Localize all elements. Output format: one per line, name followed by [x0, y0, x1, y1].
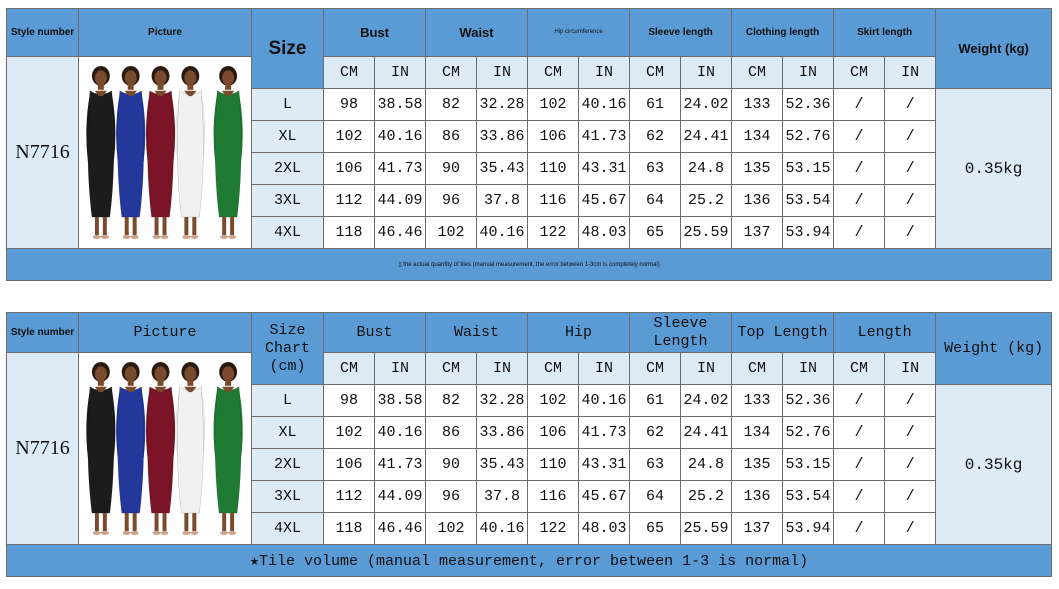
value-cell: 134 [732, 417, 783, 449]
value-cell: 98 [324, 385, 375, 417]
value-cell: 44.09 [375, 185, 426, 217]
value-cell: 37.8 [477, 481, 528, 513]
value-cell: / [834, 89, 885, 121]
unit-in: IN [477, 57, 528, 89]
value-cell: 40.16 [477, 513, 528, 545]
value-cell: 41.73 [375, 449, 426, 481]
value-cell: 41.73 [579, 417, 630, 449]
value-cell: 64 [630, 481, 681, 513]
value-cell: 53.94 [783, 217, 834, 249]
value-cell: 134 [732, 121, 783, 153]
value-cell: 96 [426, 481, 477, 513]
unit-cm: CM [426, 57, 477, 89]
weight-value: 0.35kg [936, 89, 1052, 249]
value-cell: 40.16 [375, 417, 426, 449]
value-cell: 106 [324, 153, 375, 185]
model-figure [116, 66, 145, 239]
model-figure [176, 362, 205, 535]
value-cell: 62 [630, 121, 681, 153]
weight-value: 0.35kg [936, 385, 1052, 545]
models-image [79, 354, 251, 543]
skirt-length-header: Skirt length [834, 9, 936, 57]
value-cell: 32.28 [477, 385, 528, 417]
value-cell: 46.46 [375, 217, 426, 249]
value-cell: / [834, 217, 885, 249]
value-cell: 65 [630, 513, 681, 545]
value-cell: 116 [528, 481, 579, 513]
value-cell: 133 [732, 385, 783, 417]
value-cell: / [834, 417, 885, 449]
value-cell: 24.8 [681, 153, 732, 185]
size-cell: L [252, 385, 324, 417]
value-cell: 63 [630, 153, 681, 185]
value-cell: 98 [324, 89, 375, 121]
value-cell: / [885, 513, 936, 545]
value-cell: 53.54 [783, 185, 834, 217]
value-cell: 65 [630, 217, 681, 249]
model-figure [116, 362, 145, 535]
value-cell: 24.02 [681, 89, 732, 121]
picture-header: Picture [79, 9, 252, 57]
model-figure [86, 362, 115, 535]
value-cell: 24.02 [681, 385, 732, 417]
value-cell: / [885, 385, 936, 417]
footnote: ★Tile volume (manual measurement, error between 1-3 is normal) [7, 545, 1052, 577]
model-figure [214, 66, 243, 239]
value-cell: 35.43 [477, 153, 528, 185]
value-cell: 48.03 [579, 513, 630, 545]
value-cell: 25.59 [681, 217, 732, 249]
value-cell: 137 [732, 513, 783, 545]
value-cell: / [834, 153, 885, 185]
clothing-length-header: Clothing length [732, 9, 834, 57]
size-chart-header: Size Chart (cm) [252, 313, 324, 385]
value-cell: 112 [324, 481, 375, 513]
value-cell: 52.76 [783, 417, 834, 449]
unit-cm: CM [528, 57, 579, 89]
unit-in: IN [681, 57, 732, 89]
model-figure [146, 66, 175, 239]
value-cell: 61 [630, 385, 681, 417]
value-cell: 46.46 [375, 513, 426, 545]
model-figure [146, 362, 175, 535]
hip-header: Hip circumference [528, 9, 630, 57]
value-cell: 82 [426, 89, 477, 121]
value-cell: 40.16 [477, 217, 528, 249]
model-figure [176, 66, 205, 239]
size-cell: 4XL [252, 513, 324, 545]
value-cell: 53.94 [783, 513, 834, 545]
picture-header: Picture [79, 313, 252, 353]
value-cell: 90 [426, 449, 477, 481]
value-cell: 41.73 [375, 153, 426, 185]
size-cell: 3XL [252, 481, 324, 513]
style-number-header: Style number [7, 313, 79, 353]
unit-in: IN [579, 353, 630, 385]
value-cell: 86 [426, 417, 477, 449]
value-cell: / [885, 153, 936, 185]
value-cell: 102 [426, 217, 477, 249]
product-photo [79, 353, 252, 545]
style-number-header: Style number [7, 9, 79, 57]
size-cell: 4XL [252, 217, 324, 249]
value-cell: 96 [426, 185, 477, 217]
size-cell: 2XL [252, 449, 324, 481]
waist-header: Waist [426, 9, 528, 57]
value-cell: 122 [528, 513, 579, 545]
style-number-value: N7716 [7, 57, 79, 249]
value-cell: 118 [324, 513, 375, 545]
unit-cm: CM [732, 57, 783, 89]
value-cell: / [885, 89, 936, 121]
unit-cm: CM [528, 353, 579, 385]
value-cell: 43.31 [579, 153, 630, 185]
value-cell: 41.73 [579, 121, 630, 153]
value-cell: 64 [630, 185, 681, 217]
value-cell: 63 [630, 449, 681, 481]
value-cell: 136 [732, 185, 783, 217]
value-cell: 112 [324, 185, 375, 217]
unit-in: IN [885, 57, 936, 89]
bust-header: Bust [324, 9, 426, 57]
value-cell: / [834, 121, 885, 153]
value-cell: / [885, 185, 936, 217]
value-cell: 43.31 [579, 449, 630, 481]
size-cell: XL [252, 417, 324, 449]
model-figure [214, 362, 243, 535]
value-cell: / [885, 449, 936, 481]
models-image [79, 58, 251, 247]
value-cell: 82 [426, 385, 477, 417]
size-header: Size [252, 9, 324, 89]
value-cell: 32.28 [477, 89, 528, 121]
sleeve-header: Sleeve Length [630, 313, 732, 353]
value-cell: / [885, 481, 936, 513]
value-cell: 53.15 [783, 449, 834, 481]
unit-cm: CM [630, 353, 681, 385]
value-cell: 137 [732, 217, 783, 249]
value-cell: 24.41 [681, 417, 732, 449]
unit-cm: CM [426, 353, 477, 385]
footnote: ▯ the actual quantity of tiles (manual measurement, the error between 1-3cm is completely normal) [7, 249, 1052, 281]
value-cell: 102 [324, 121, 375, 153]
value-cell: 52.36 [783, 89, 834, 121]
length-header: Length [834, 313, 936, 353]
size-table-2 [6, 312, 1052, 577]
value-cell: 106 [528, 121, 579, 153]
value-cell: 118 [324, 217, 375, 249]
size-cell: XL [252, 121, 324, 153]
size-cell: 2XL [252, 153, 324, 185]
value-cell: 25.59 [681, 513, 732, 545]
value-cell: 116 [528, 185, 579, 217]
model-figure [86, 66, 115, 239]
unit-in: IN [783, 353, 834, 385]
hip-header: Hip [528, 313, 630, 353]
value-cell: 33.86 [477, 121, 528, 153]
value-cell: / [885, 121, 936, 153]
value-cell: 40.16 [579, 385, 630, 417]
value-cell: 90 [426, 153, 477, 185]
unit-in: IN [477, 353, 528, 385]
unit-cm: CM [630, 57, 681, 89]
value-cell: 133 [732, 89, 783, 121]
unit-in: IN [885, 353, 936, 385]
value-cell: 135 [732, 153, 783, 185]
value-cell: 53.15 [783, 153, 834, 185]
value-cell: / [834, 449, 885, 481]
value-cell: 38.58 [375, 89, 426, 121]
value-cell: 40.16 [579, 89, 630, 121]
value-cell: 110 [528, 153, 579, 185]
size-cell: 3XL [252, 185, 324, 217]
value-cell: 86 [426, 121, 477, 153]
size-cell: L [252, 89, 324, 121]
unit-cm: CM [732, 353, 783, 385]
value-cell: 25.2 [681, 481, 732, 513]
bust-header: Bust [324, 313, 426, 353]
product-photo [79, 57, 252, 249]
value-cell: 24.8 [681, 449, 732, 481]
value-cell: 135 [732, 449, 783, 481]
unit-in: IN [375, 353, 426, 385]
value-cell: 45.67 [579, 481, 630, 513]
top-length-header: Top Length [732, 313, 834, 353]
value-cell: 24.41 [681, 121, 732, 153]
value-cell: / [834, 185, 885, 217]
unit-in: IN [783, 57, 834, 89]
value-cell: 37.8 [477, 185, 528, 217]
value-cell: / [834, 385, 885, 417]
value-cell: 136 [732, 481, 783, 513]
value-cell: 102 [324, 417, 375, 449]
value-cell: 40.16 [375, 121, 426, 153]
value-cell: 33.86 [477, 417, 528, 449]
value-cell: 102 [528, 385, 579, 417]
value-cell: 122 [528, 217, 579, 249]
value-cell: 102 [426, 513, 477, 545]
unit-cm: CM [834, 57, 885, 89]
waist-header: Waist [426, 313, 528, 353]
value-cell: / [885, 417, 936, 449]
value-cell: 52.76 [783, 121, 834, 153]
value-cell: 25.2 [681, 185, 732, 217]
weight-header: Weight (kg) [936, 313, 1052, 385]
value-cell: 106 [324, 449, 375, 481]
unit-in: IN [681, 353, 732, 385]
value-cell: 35.43 [477, 449, 528, 481]
unit-cm: CM [834, 353, 885, 385]
value-cell: 106 [528, 417, 579, 449]
value-cell: 52.36 [783, 385, 834, 417]
value-cell: 102 [528, 89, 579, 121]
weight-header: Weight (kg) [936, 9, 1052, 89]
sleeve-header: Sleeve length [630, 9, 732, 57]
value-cell: 61 [630, 89, 681, 121]
value-cell: / [834, 513, 885, 545]
value-cell: 110 [528, 449, 579, 481]
value-cell: / [834, 481, 885, 513]
unit-in: IN [579, 57, 630, 89]
value-cell: 45.67 [579, 185, 630, 217]
style-number-value: N7716 [7, 353, 79, 545]
value-cell: / [885, 217, 936, 249]
value-cell: 48.03 [579, 217, 630, 249]
value-cell: 62 [630, 417, 681, 449]
unit-in: IN [375, 57, 426, 89]
unit-cm: CM [324, 353, 375, 385]
value-cell: 53.54 [783, 481, 834, 513]
value-cell: 44.09 [375, 481, 426, 513]
size-table-1 [6, 8, 1052, 281]
unit-cm: CM [324, 57, 375, 89]
value-cell: 38.58 [375, 385, 426, 417]
